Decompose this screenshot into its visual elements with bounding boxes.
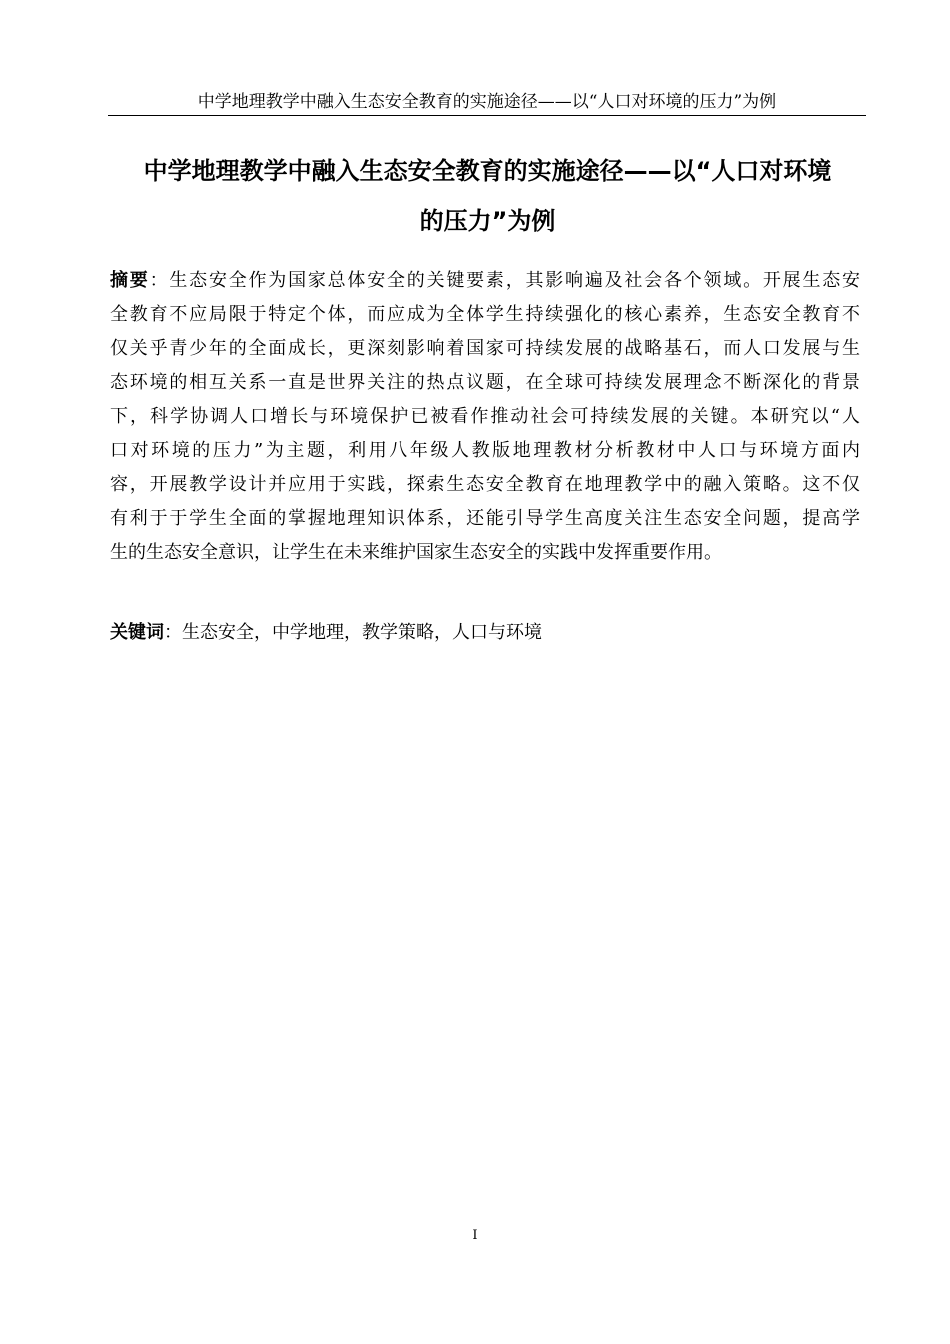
paper-title-line-1: 中学地理教学中融入生态安全教育的实施途径——以“人口对环境 [143,157,832,185]
page-number: I [472,1228,478,1243]
paper-title [100,146,875,246]
abstract-line: 态环境的相互关系一直是世界关注的热点议题，在全球可持续发展理念不断深化的背景 [110,372,860,393]
keywords-text: 生态安全，中学地理，教学策略，人口与环境 [182,622,542,643]
abstract-label-separator: ： [149,270,170,291]
abstract-line: 口对环境的压力”为主题，利用八年级人教版地理教材分析教材中人口与环境方面内 [110,440,860,461]
abstract-line: 下，科学协调人口增长与环境保护已被看作推动社会可持续发展的关键。本研究以“人 [110,406,860,427]
abstract-line [110,264,860,298]
keywords-label: 关键词 [110,622,164,643]
paper-title-line-2: 的压力”为例 [419,207,556,235]
keywords [110,616,860,650]
abstract-line: 有利于于学生全面的掌握地理知识体系，还能引导学生高度关注生态安全问题，提高学 [110,508,860,529]
abstract-label: 摘要 [110,270,150,291]
header-rule [108,115,866,116]
abstract-line: 仅关乎青少年的全面成长，更深刻影响着国家可持续发展的战略基石，而人口发展与生 [110,338,860,359]
abstract-line: 生的生态安全意识，让学生在未来维护国家生态安全的实践中发挥重要作用。 [110,542,722,563]
abstract [110,264,860,570]
keywords-label-separator: ： [164,622,182,643]
abstract-text: 生态安全作为国家总体安全的关键要素，其影响遍及社会各个领域。开展生态安 [169,270,861,291]
abstract-line: 全教育不应局限于特定个体，而应成为全体学生持续强化的核心素养，生态安全教育不 [110,304,860,325]
running-header: 中学地理教学中融入生态安全教育的实施途径——以“人口对环境的压力”为例 [197,92,777,112]
abstract-line: 容，开展教学设计并应用于实践，探索生态安全教育在地理教学中的融入策略。这不仅 [110,474,860,495]
